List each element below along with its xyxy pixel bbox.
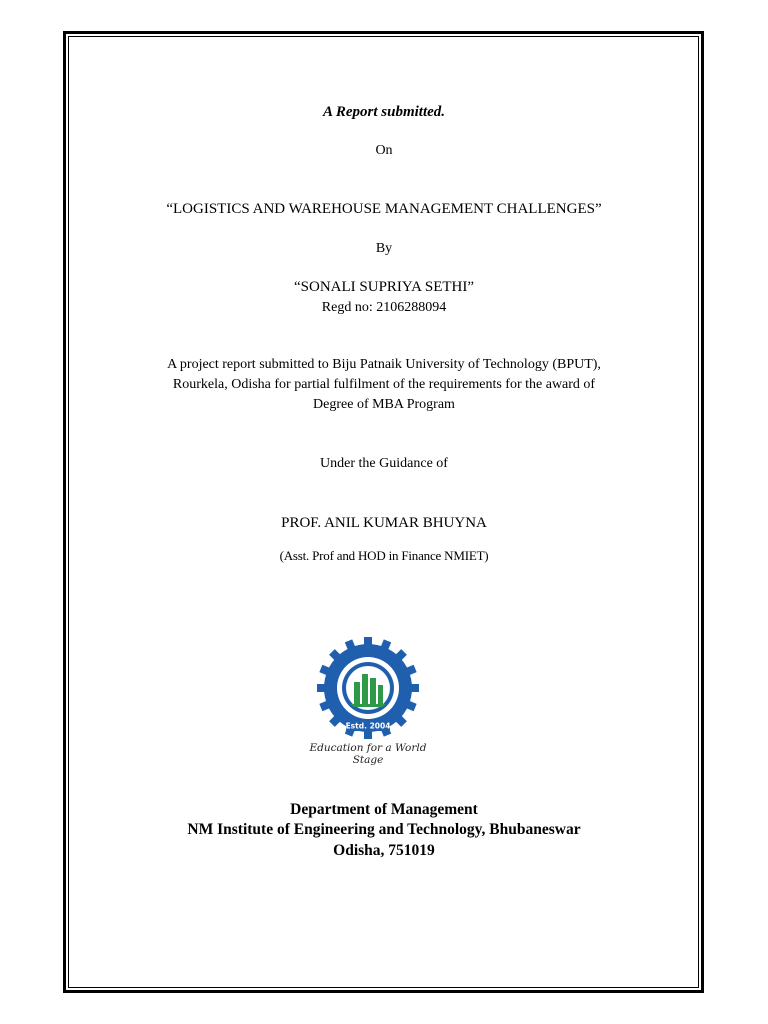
institute-logo xyxy=(296,636,440,766)
report-title: “LOGISTICS AND WAREHOUSE MANAGEMENT CHALLENGES” xyxy=(166,201,602,217)
author-name: “SONALI SUPRIYA SETHI” xyxy=(294,279,474,295)
report-submitted-heading: A Report submitted. xyxy=(322,104,446,120)
logo-estd-text: Estd. 2004 xyxy=(345,721,391,731)
project-description-line-3: Degree of MBA Program xyxy=(313,397,455,412)
logo-tagline: Education for a World Stage xyxy=(309,742,427,766)
institute-name: NM Institute of Engineering and Technology, Bhubaneswar xyxy=(187,821,581,838)
guide-name: PROF. ANIL KUMAR BHUYNA xyxy=(281,515,487,531)
registration-number: Regd no: 2106288094 xyxy=(321,300,447,315)
department-name: Department of Management xyxy=(290,801,478,818)
by-label: By xyxy=(375,241,393,256)
project-description-line-2: Rourkela, Odisha for partial fulfilment of the requirements for the award of xyxy=(172,377,596,392)
guidance-label: Under the Guidance of xyxy=(320,456,448,471)
on-label: On xyxy=(375,143,393,158)
guide-designation: (Asst. Prof and HOD in Finance NMIET) xyxy=(279,548,489,563)
institute-address: Odisha, 751019 xyxy=(333,842,435,859)
project-description-line-1: A project report submitted to Biju Patnaik University of Technology (BPUT), xyxy=(167,357,601,372)
institute-logo-emblem xyxy=(296,636,440,742)
